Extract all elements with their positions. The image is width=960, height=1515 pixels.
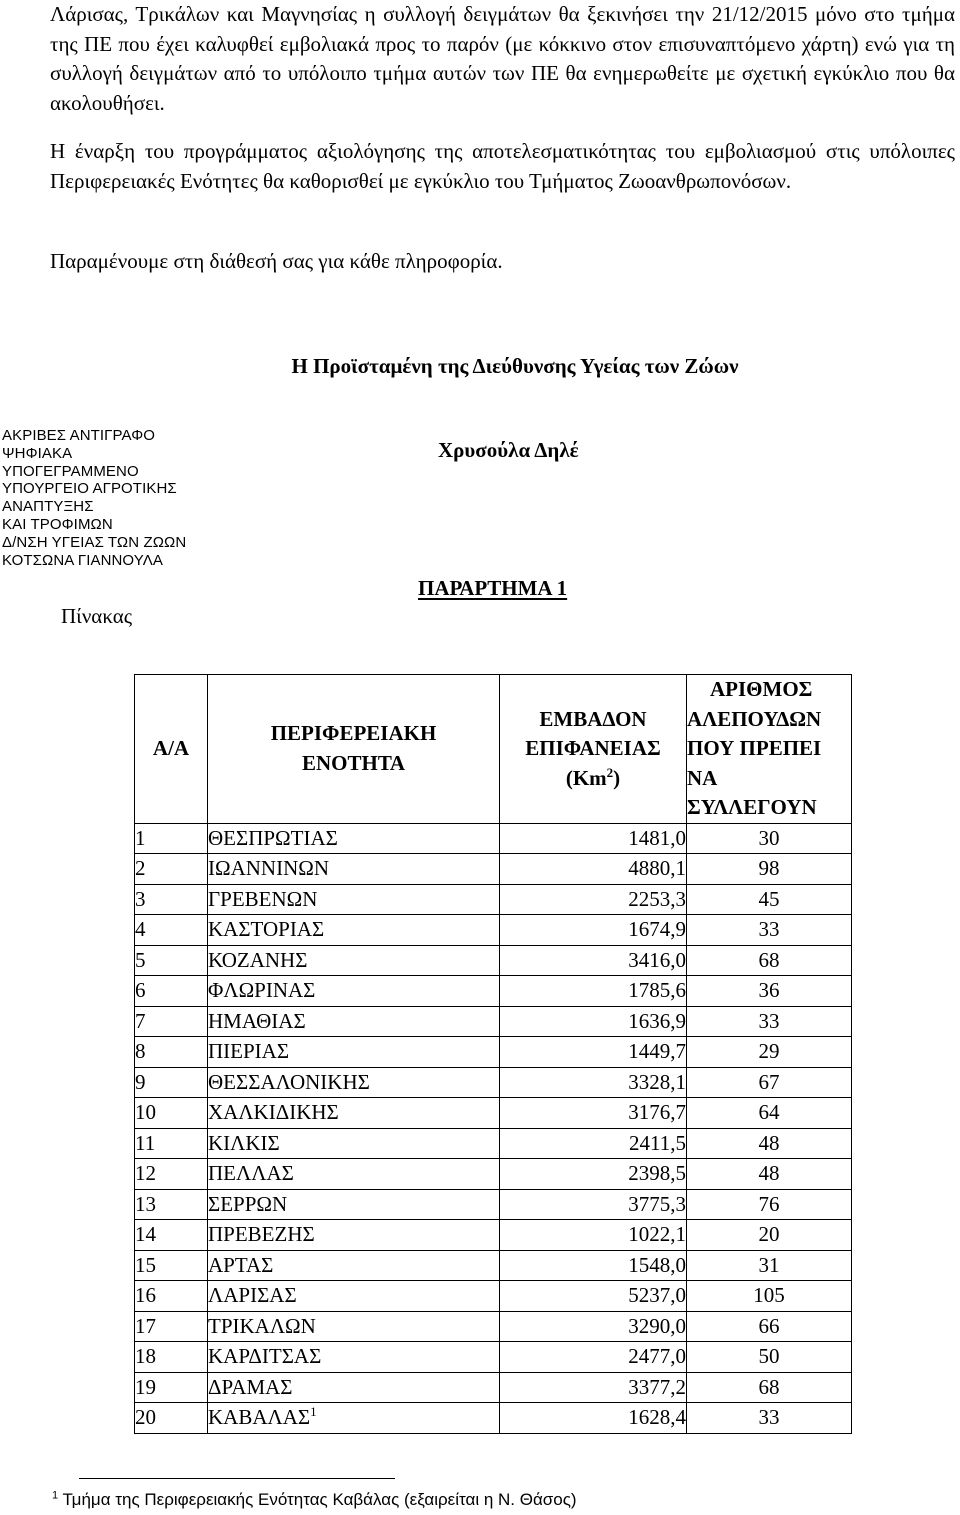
row-fox-count — [687, 1311, 852, 1342]
annex-title: ΠΑΡΑΡΤΗΜΑ 1 — [418, 576, 568, 600]
row-fox-count-text: 67 — [758, 1069, 780, 1094]
row-region-name — [208, 1342, 500, 1373]
row-area-text: 1022,1 — [628, 1222, 686, 1246]
row-fox-count-text: 48 — [758, 1130, 780, 1155]
row-region-name — [208, 1281, 500, 1312]
row-region-name — [208, 1250, 500, 1281]
row-area — [500, 1159, 687, 1190]
row-region-name-text: ΗΜΑΘΙΑΣ — [208, 1008, 306, 1033]
row-fox-count — [687, 945, 852, 976]
footnote — [52, 1490, 577, 1510]
regions-table — [134, 674, 852, 1434]
row-number-text: 16 — [135, 1283, 156, 1307]
signer-name: Χρυσούλα Δηλέ — [438, 438, 579, 462]
row-area-text: 3775,3 — [628, 1191, 686, 1216]
row-fox-count-text: 76 — [758, 1191, 780, 1216]
row-region-name — [208, 884, 500, 915]
header-aa: Α/Α — [135, 675, 208, 824]
table-row — [135, 976, 852, 1007]
row-region-name-text: ΠΡΕΒΕΖΗΣ — [208, 1222, 315, 1246]
header-count-line: ΑΛΕΠΟΥΔΩΝ — [687, 706, 822, 731]
row-fox-count — [687, 823, 852, 854]
row-area-text: 2398,5 — [628, 1161, 686, 1185]
row-region-name-text: ΘΕΣΣΑΛΟΝΙΚΗΣ — [208, 1069, 370, 1094]
row-fox-count — [687, 1128, 852, 1159]
row-area-text: 1449,7 — [628, 1039, 686, 1063]
footnote-reference: 1 — [310, 1404, 317, 1419]
row-area — [500, 1250, 687, 1281]
stamp-line: ΚΑΙ ΤΡΟΦΙΜΩΝ — [2, 515, 113, 533]
row-area-text: 2411,5 — [629, 1130, 686, 1155]
table-row — [135, 1128, 852, 1159]
digital-signature-stamp — [2, 427, 186, 569]
row-fox-count — [687, 1342, 852, 1373]
row-number — [135, 1037, 208, 1068]
row-region-name-text: ΧΑΛΚΙΔΙΚΗΣ — [208, 1100, 339, 1124]
row-number — [135, 1006, 208, 1037]
stamp-line: ΑΝΑΠΤΥΞΗΣ — [2, 498, 94, 516]
header-count-line: ΝΑ — [687, 765, 718, 790]
row-area — [500, 1281, 687, 1312]
row-area-text: 1785,6 — [628, 978, 686, 1002]
row-number — [135, 1128, 208, 1159]
row-region-name-text: ΚΑΡΔΙΤΣΑΣ — [208, 1344, 322, 1368]
row-number — [135, 854, 208, 885]
row-area — [500, 884, 687, 915]
row-region-name-text: ΛΑΡΙΣΑΣ — [208, 1283, 297, 1307]
row-region-name — [208, 945, 500, 976]
row-number-text: 18 — [135, 1344, 156, 1368]
row-number — [135, 915, 208, 946]
table-body — [135, 823, 852, 1433]
row-number — [135, 1250, 208, 1281]
table-row — [135, 1372, 852, 1403]
table-row — [135, 1250, 852, 1281]
row-number — [135, 1342, 208, 1373]
row-region-name-text: ΔΡΑΜΑΣ — [208, 1374, 293, 1399]
row-region-name-text: ΦΛΩΡΙΝΑΣ — [208, 978, 316, 1002]
row-fox-count-text: 45 — [758, 886, 780, 911]
row-fox-count-text: 64 — [758, 1100, 780, 1124]
row-fox-count — [687, 915, 852, 946]
row-region-name — [208, 1006, 500, 1037]
row-number — [135, 1403, 208, 1434]
row-number-text: 10 — [135, 1100, 156, 1124]
row-fox-count-text: 33 — [758, 1008, 780, 1033]
row-number — [135, 823, 208, 854]
row-region-name-text: ΙΩΑΝΝΙΝΩΝ — [208, 856, 330, 880]
header-region-line: ΠΕΡΙΦΕΡΕΙΑΚΗ — [270, 721, 437, 746]
stamp-line: ΨΗΦΙΑΚΑ — [2, 444, 73, 462]
row-region-name-text: ΓΡΕΒΕΝΩΝ — [208, 886, 318, 911]
row-region-name-text: ΚΟΖΑΝΗΣ — [208, 947, 308, 972]
footnote-divider — [79, 1478, 395, 1479]
row-area — [500, 1220, 687, 1251]
row-fox-count-text: 36 — [758, 978, 780, 1002]
table-row — [135, 1067, 852, 1098]
row-fox-count-text: 68 — [758, 947, 780, 972]
table-row — [135, 1159, 852, 1190]
header-area-unit-exponent: 2 — [606, 764, 614, 780]
row-fox-count — [687, 1067, 852, 1098]
stamp-line: ΚΟΤΣΩΝΑ ΓΙΑΝΝΟΥΛΑ — [2, 551, 163, 569]
row-fox-count — [687, 884, 852, 915]
row-region-name-text: ΤΡΙΚΑΛΩΝ — [208, 1313, 316, 1338]
row-number — [135, 1159, 208, 1190]
row-area-text: 3416,0 — [628, 947, 686, 972]
row-area — [500, 1006, 687, 1037]
table-label: Πίνακας — [61, 604, 133, 628]
header-area — [500, 675, 687, 824]
row-region-name — [208, 1372, 500, 1403]
table-row — [135, 884, 852, 915]
row-fox-count — [687, 1006, 852, 1037]
row-number-text: 2 — [135, 856, 146, 880]
row-fox-count — [687, 1220, 852, 1251]
table-row — [135, 1220, 852, 1251]
row-fox-count-text: 66 — [758, 1313, 780, 1338]
row-region-name — [208, 1159, 500, 1190]
row-number-text: 11 — [135, 1130, 156, 1155]
row-area-text: 1636,9 — [628, 1008, 686, 1033]
row-region-name — [208, 1067, 500, 1098]
row-region-name-text: ΑΡΤΑΣ — [208, 1252, 274, 1277]
row-number — [135, 1311, 208, 1342]
row-area-text: 1548,0 — [628, 1252, 686, 1277]
table-row — [135, 1037, 852, 1068]
row-number — [135, 1372, 208, 1403]
row-region-name — [208, 1098, 500, 1129]
row-area-text: 3328,1 — [628, 1069, 686, 1094]
row-fox-count — [687, 1372, 852, 1403]
row-area-text: 3290,0 — [628, 1313, 686, 1338]
table-row — [135, 1006, 852, 1037]
row-number — [135, 976, 208, 1007]
row-area-text: 1628,4 — [628, 1405, 686, 1429]
row-area — [500, 1128, 687, 1159]
row-fox-count — [687, 1037, 852, 1068]
row-area-text: 3377,2 — [628, 1374, 686, 1399]
row-area-text: 5237,0 — [628, 1283, 686, 1307]
row-number — [135, 1189, 208, 1220]
row-number — [135, 945, 208, 976]
row-region-name — [208, 823, 500, 854]
row-area-text: 1674,9 — [628, 917, 686, 941]
header-area-unit-close: ) — [613, 765, 621, 790]
row-fox-count-text: 33 — [758, 1405, 780, 1429]
row-area — [500, 823, 687, 854]
row-area-text: 3176,7 — [628, 1100, 686, 1124]
row-number — [135, 1220, 208, 1251]
row-fox-count — [687, 1250, 852, 1281]
row-area — [500, 854, 687, 885]
header-count-line: ΣΥΛΛΕΓΟΥΝ — [687, 795, 817, 819]
table-row — [135, 1189, 852, 1220]
header-area-unit: (Km — [565, 765, 607, 790]
row-fox-count-text: 29 — [758, 1039, 780, 1063]
row-fox-count — [687, 1189, 852, 1220]
table-header-row — [135, 675, 852, 824]
row-fox-count-text: 33 — [758, 917, 780, 941]
row-area-text: 1481,0 — [628, 825, 686, 850]
row-fox-count-text: 105 — [753, 1283, 785, 1307]
header-area-line: ΕΜΒΑΔΟΝ — [539, 706, 647, 731]
row-fox-count-text: 98 — [758, 856, 780, 880]
row-area — [500, 1067, 687, 1098]
row-area-text: 2477,0 — [628, 1344, 686, 1368]
row-number-text: 1 — [135, 825, 146, 850]
header-count-line: ΑΡΙΘΜΟΣ — [710, 677, 813, 701]
table-row — [135, 823, 852, 854]
row-area — [500, 1403, 687, 1434]
row-region-name-text: ΠΙΕΡΙΑΣ — [208, 1039, 290, 1063]
row-fox-count-text: 50 — [758, 1344, 780, 1368]
row-fox-count-text: 20 — [758, 1222, 780, 1246]
table-row — [135, 945, 852, 976]
row-number-text: 20 — [135, 1405, 156, 1429]
row-region-name-text: ΠΕΛΛΑΣ — [208, 1161, 294, 1185]
row-fox-count — [687, 854, 852, 885]
stamp-line: ΑΚΡΙΒΕΣ ΑΝΤΙΓΡΑΦΟ — [2, 427, 156, 444]
table-row — [135, 915, 852, 946]
row-area-text: 4880,1 — [628, 856, 686, 880]
row-region-name-text: ΚΑΣΤΟΡΙΑΣ — [208, 917, 325, 941]
table-row — [135, 1281, 852, 1312]
row-area — [500, 1189, 687, 1220]
row-number-text: 19 — [135, 1374, 156, 1399]
header-area-line: ΕΠΙΦΑΝΕΙΑΣ — [525, 736, 661, 760]
header-count-line: ΠΟΥ ΠΡΕΠΕΙ — [687, 736, 822, 760]
row-region-name-text: ΚΙΛΚΙΣ — [208, 1130, 280, 1155]
stamp-line: ΥΠΟΓΕΓΡΑΜΜΕΝΟ — [2, 462, 139, 480]
row-number-text: 6 — [135, 978, 146, 1002]
row-fox-count-text: 31 — [758, 1252, 780, 1277]
row-fox-count — [687, 976, 852, 1007]
row-number-text: 15 — [135, 1252, 156, 1277]
row-area — [500, 945, 687, 976]
row-number-text: 4 — [135, 917, 146, 941]
row-area — [500, 1342, 687, 1373]
row-number-text: 5 — [135, 947, 146, 972]
row-number-text: 8 — [135, 1039, 146, 1063]
stamp-line: Δ/ΝΣΗ ΥΓΕΙΑΣ ΤΩΝ ΖΩΩΝ — [2, 533, 187, 551]
row-region-name — [208, 1220, 500, 1251]
header-region — [208, 675, 500, 824]
row-number — [135, 1098, 208, 1129]
row-region-name — [208, 976, 500, 1007]
row-area — [500, 1311, 687, 1342]
table-row — [135, 854, 852, 885]
row-region-name — [208, 1128, 500, 1159]
row-fox-count-text: 68 — [758, 1374, 780, 1399]
row-area — [500, 915, 687, 946]
row-region-name — [208, 1403, 500, 1434]
row-number — [135, 884, 208, 915]
row-area — [500, 1098, 687, 1129]
row-number — [135, 1281, 208, 1312]
row-number-text: 7 — [135, 1008, 146, 1033]
row-area — [500, 1372, 687, 1403]
row-fox-count — [687, 1159, 852, 1190]
row-number — [135, 1067, 208, 1098]
row-area — [500, 1037, 687, 1068]
table-row — [135, 1342, 852, 1373]
row-region-name-text: ΘΕΣΠΡΩΤΙΑΣ — [208, 825, 338, 850]
table-row — [135, 1098, 852, 1129]
row-fox-count-text: 48 — [758, 1161, 780, 1185]
row-fox-count — [687, 1281, 852, 1312]
row-number-text: 13 — [135, 1191, 156, 1216]
paragraph-sampling-start: Λάρισας, Τρικάλων και Μαγνησίας η συλλογή δειγμάτων θα ξεκινήσει την 21/12/2015 μόνο στο τμήμα της ΠΕ που έχει καλυφθεί εμβολιακά προς το παρόν (με κόκκινο στον επισυναπτόμενο χάρτη) ενώ για τη συλλογή δειγμάτων από το υπόλοιπο τμήμα αυτών των ΠΕ θα ενημερωθείτε με σχετική εγκύκλιο που θα ακολουθήσει. — [50, 2, 955, 115]
row-region-name-text: ΚΑΒΑΛΑΣ — [208, 1405, 311, 1429]
row-region-name — [208, 854, 500, 885]
row-number-text: 12 — [135, 1161, 156, 1185]
row-fox-count — [687, 1098, 852, 1129]
row-region-name — [208, 915, 500, 946]
row-number-text: 17 — [135, 1313, 156, 1338]
paragraph-program-start: Η έναρξη του προγράμματος αξιολόγησης της αποτελεσματικότητας του εμβολιασμού στις υπόλοιπες Περιφερειακές Ενότητες θα καθορισθεί με εγκύκλιο του Τμήματος Ζωοανθρωπονόσων. — [50, 139, 955, 193]
table-row — [135, 1311, 852, 1342]
header-count — [687, 675, 852, 824]
row-region-name — [208, 1311, 500, 1342]
row-area — [500, 976, 687, 1007]
director-title: Η Προϊσταμένη της Διεύθυνσης Υγείας των Ζώων — [291, 354, 739, 378]
row-region-name — [208, 1189, 500, 1220]
row-number-text: 3 — [135, 886, 146, 911]
row-fox-count — [687, 1403, 852, 1434]
stamp-line: ΥΠΟΥΡΓΕΙΟ ΑΓΡΟΤΙΚΗΣ — [2, 480, 177, 498]
row-region-name — [208, 1037, 500, 1068]
table-row — [135, 1403, 852, 1434]
header-region-line: ΕΝΟΤΗΤΑ — [302, 750, 405, 775]
paragraph-closing: Παραμένουμε στη διάθεσή σας για κάθε πληροφορία. — [50, 249, 503, 273]
row-area-text: 2253,3 — [628, 886, 686, 911]
row-number-text: 14 — [135, 1222, 156, 1246]
row-number-text: 9 — [135, 1069, 146, 1094]
footnote-marker: 1 — [52, 1489, 59, 1502]
row-fox-count-text: 30 — [758, 825, 780, 850]
row-region-name-text: ΣΕΡΡΩΝ — [208, 1191, 288, 1216]
footnote-text: Τμήμα της Περιφερειακής Ενότητας Καβάλας (εξαιρείται η Ν. Θάσος) — [62, 1490, 577, 1509]
